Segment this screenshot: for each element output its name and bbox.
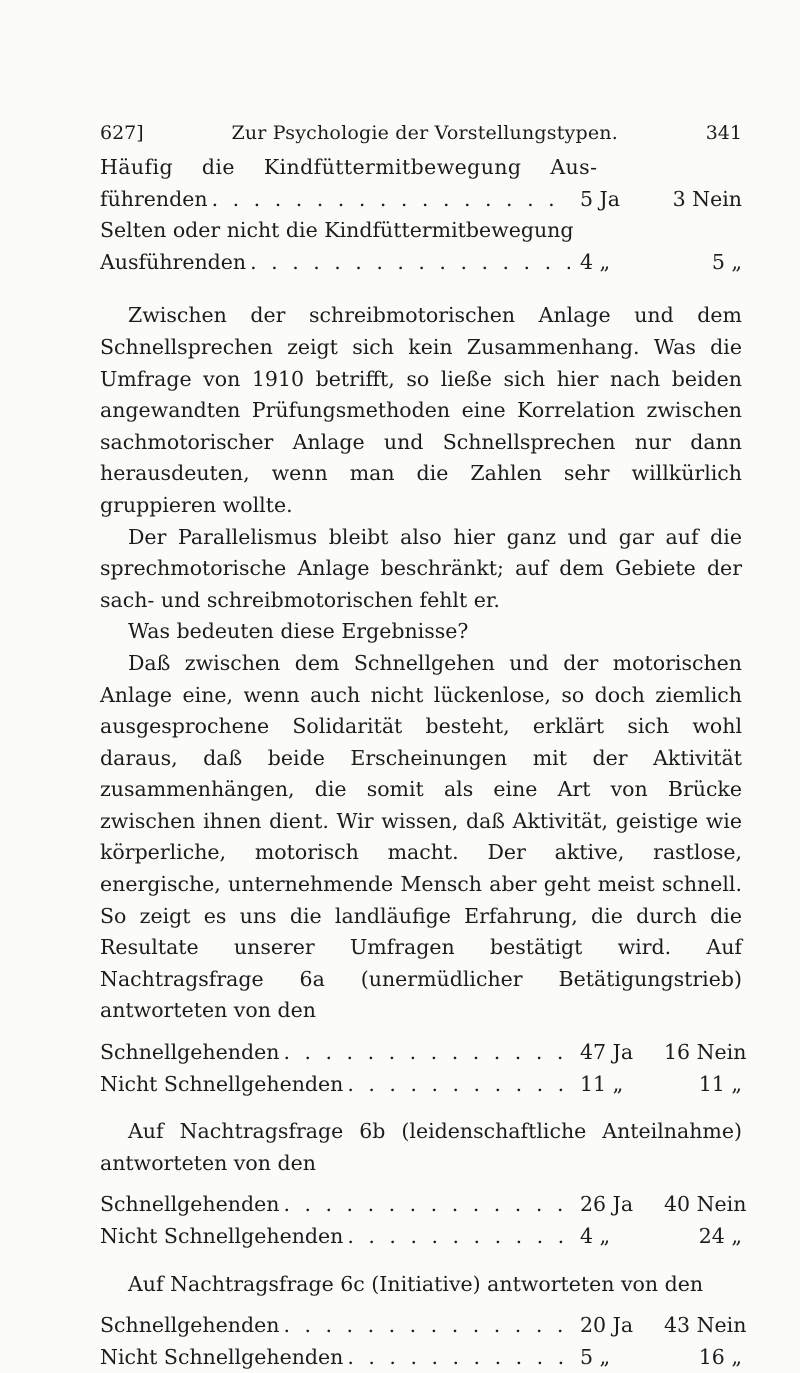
running-header <box>100 118 742 152</box>
leader-dots <box>283 1037 570 1069</box>
cell-ja: 5 Ja <box>580 186 620 211</box>
cell-ja: 47 Ja <box>580 1040 634 1065</box>
table-row <box>100 1342 742 1373</box>
cell-nein: 24 „ <box>698 1224 742 1248</box>
cell-ja: 11 „ <box>580 1071 624 1096</box>
table-betaetigungstrieb <box>100 1037 747 1100</box>
row-label: Ausführenden <box>100 249 247 274</box>
cell-nein: 5 „ <box>711 249 742 274</box>
row-label: führenden <box>100 186 208 211</box>
table-row <box>100 1221 742 1253</box>
leader-dots <box>283 1189 570 1221</box>
paragraph: Auf Nachtragsfrage 6c (Initiative) antworteten von den <box>128 1271 704 1296</box>
cell-nein: 16 „ <box>698 1344 742 1369</box>
row-label: Schnellgehenden <box>100 1040 280 1065</box>
table-row <box>100 1189 747 1221</box>
row-label: Nicht Schnellgehenden <box>100 1224 344 1248</box>
table-anteilnahme <box>100 1189 747 1252</box>
paragraph: Der Parallelismus bleibt also hier ganz und gar auf die sprechmotorische Anlage beschränkt; auf dem Gebiete der sach- und schreibmotorischen fehlt er. <box>100 524 742 612</box>
row-label: Nicht Schnellgehenden <box>100 1071 344 1096</box>
row-label-line1: Selten oder nicht die Kindfüttermitbewegung <box>100 218 574 243</box>
row-label: Schnellgehenden <box>100 1313 280 1338</box>
cell-ja: 26 Ja <box>580 1192 634 1217</box>
paragraph: Zwischen der schreibmotorischen Anlage und dem Schnellsprechen zeigt sich kein Zusammenhang. Was die Umfrage von 1910 betrifft, so ließe sich hier nach beiden angewandten Prüfungsmethoden eine Korrelation zwischen sachmotorischer Anlage und Schnellsprechen nur dann herausdeuten, wenn man die Zahlen sehr willkürlich gruppieren wollte. <box>100 303 742 517</box>
cell-nein: 43 Nein <box>664 1313 747 1338</box>
table-row-label-line <box>100 215 742 247</box>
table-row <box>100 247 742 279</box>
row-label: Schnellgehenden <box>100 1192 280 1217</box>
table-initiative <box>100 1310 747 1373</box>
leader-dots <box>283 1310 570 1342</box>
cell-nein: 11 „ <box>698 1071 742 1096</box>
cell-nein: 16 Nein <box>664 1040 747 1065</box>
cell-ja: 20 Ja <box>580 1313 634 1338</box>
cell-nein: 3 Nein <box>672 186 742 211</box>
cell-ja: 5 „ <box>580 1344 611 1369</box>
page-number: 627] <box>100 122 144 144</box>
book-page <box>100 118 747 1373</box>
table-row <box>100 1310 747 1342</box>
cell-nein: 40 Nein <box>664 1192 747 1217</box>
leader-dots <box>347 1069 570 1101</box>
cell-ja: 4 „ <box>580 1224 611 1248</box>
cell-ja: 4 „ <box>580 249 611 274</box>
running-title: Zur Psychologie der Vorstellungstypen. <box>231 122 618 144</box>
table-row <box>100 1037 747 1069</box>
paragraph: Auf Nachtragsfrage 6b (leidenschaftliche Anteilnahme) antworteten von den <box>100 1119 742 1175</box>
row-label-line1: Häufig die Kindfüttermitbewegung Aus- <box>100 155 598 179</box>
leader-dots <box>347 1342 570 1373</box>
leader-dots <box>347 1221 570 1253</box>
paragraph: Was bedeuten diese Ergebnisse? <box>128 619 469 644</box>
table-kindfuetter <box>100 152 742 278</box>
leader-dots <box>250 247 570 279</box>
table-row-label-line <box>100 152 742 184</box>
folio: 341 <box>705 122 742 144</box>
row-label: Nicht Schnellgehenden <box>100 1344 344 1369</box>
table-row <box>100 184 742 216</box>
table-row <box>100 1069 742 1101</box>
leader-dots <box>212 184 570 216</box>
paragraph: Daß zwischen dem Schnellgehen und der motorischen Anlage eine, wenn auch nicht lückenlose, so doch ziemlich ausgesprochene Solidarität besteht, erklärt sich wohl daraus, daß beide Erscheinungen mit der Aktivität zusammenhängen, die somit als eine Art von Brücke zwischen ihnen dient. Wir wissen, daß Aktivität, geistige wie körperliche, motorisch macht. Der aktive, rastlose, energische, unternehmende Mensch aber geht meist schnell. So zeigt es uns die landläufige Erfahrung, die durch die Resultate unserer Umfragen bestätigt wird. Auf Nachtragsfrage 6a (unermüdlicher Betätigungstrieb) antworteten von den <box>100 650 742 1023</box>
